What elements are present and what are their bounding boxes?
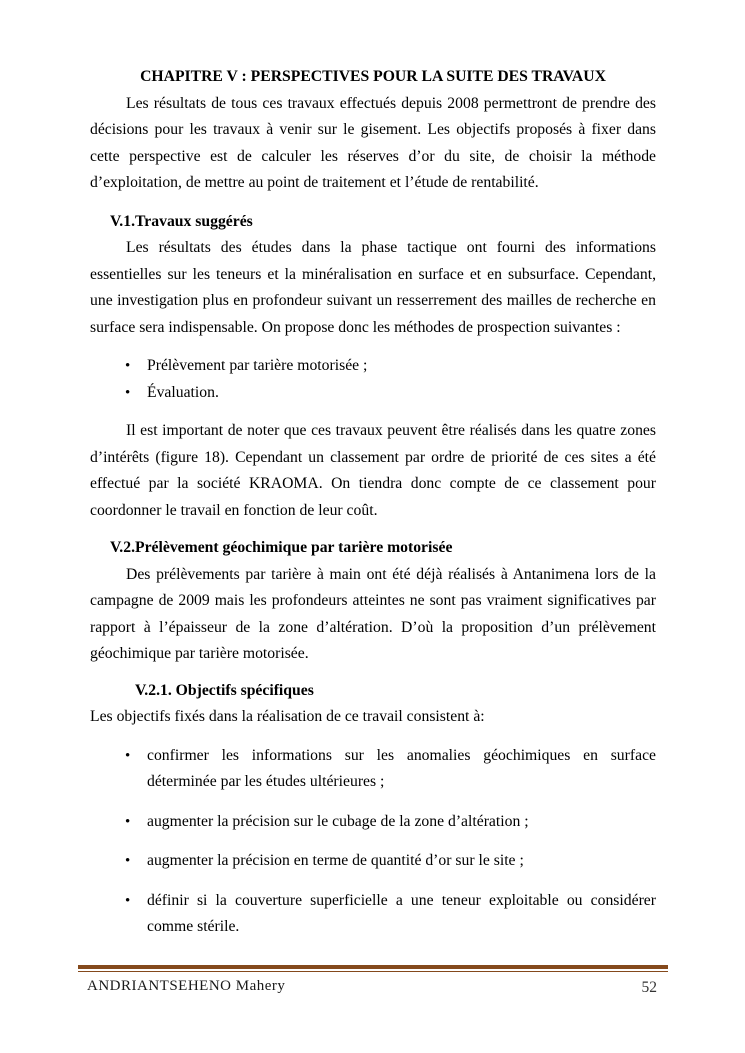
section-heading-v21: V.2.1. Objectifs spécifiques (135, 681, 314, 699)
intro-paragraph: Les résultats de tous ces travaux effectués depuis 2008 permettront de prendre des décisions pour les travaux à venir sur le gisement. Les objectifs proposés à fixer dans cette perspective est de calculer les réserves d’or du site, de choisir la méthode d’exploitation, de mettre au point de traitement et l’étude de rentabilité. (90, 94, 656, 191)
footer-rule-thin-line (78, 971, 668, 972)
bullet-item: • Prélèvement par tarière motorisée ; (147, 353, 656, 380)
bullet-list-prospection (90, 353, 656, 406)
section-v1-closing-paragraph: Il est important de noter que ces travaux peuvent être réalisés dans les quatre zones d’intérêts (figure 18). Cependant un classement par ordre de priorité de ces sites a été effectué par la société KRAOMA. On tiendra donc compte de ce classement pour coordonner le travail en fonction de leur coût. (90, 422, 656, 519)
section-v21-lead: Les objectifs fixés dans la réalisation de ce travail consistent à: (90, 708, 485, 725)
section-v1-paragraph: Les résultats des études dans la phase tactique ont fourni des informations essentielles sur les teneurs et la minéralisation en surface et en subsurface. Cependant, une investigation plus en profondeur suivant un resserrement des mailles de recherche en surface sera indispensable. On propose donc les méthodes de prospection suivantes : (90, 239, 656, 336)
bullet-list-objectifs (90, 743, 656, 941)
bullet-item: • augmenter la précision en terme de quantité d’or sur le site ; (147, 848, 656, 875)
footer-rule (78, 965, 668, 972)
bullet-item: • définir si la couverture superficielle a une teneur exploitable ou considérer comme stérile. (147, 888, 656, 941)
section-heading-v2: V.2.Prélèvement géochimique par tarière motorisée (110, 539, 453, 556)
section-heading-v1: V.1.Travaux suggérés (110, 212, 253, 230)
page-content (90, 64, 656, 941)
chapter-title: CHAPITRE V : PERSPECTIVES POUR LA SUITE DES TRAVAUX (140, 68, 606, 85)
footer-author: ANDRIANTSEHENO Mahery (87, 978, 286, 994)
bullet-item: • Évaluation. (147, 380, 656, 407)
section-v2-paragraph: Des prélèvements par tarière à main ont été déjà réalisés à Antanimena lors de la campagne de 2009 mais les profondeurs atteintes ne sont pas vraiment significatives par rapport à l’épaisseur de la zone d’altération. D’où la proposition d’un prélèvement géochimique par tarière motorisée. (90, 565, 656, 662)
bullet-item: • augmenter la précision sur le cubage de la zone d’altération ; (147, 809, 656, 836)
bullet-item: • confirmer les informations sur les anomalies géochimiques en surface déterminée par les études ultérieures ; (147, 743, 656, 796)
page-number: 52 (641, 979, 657, 996)
